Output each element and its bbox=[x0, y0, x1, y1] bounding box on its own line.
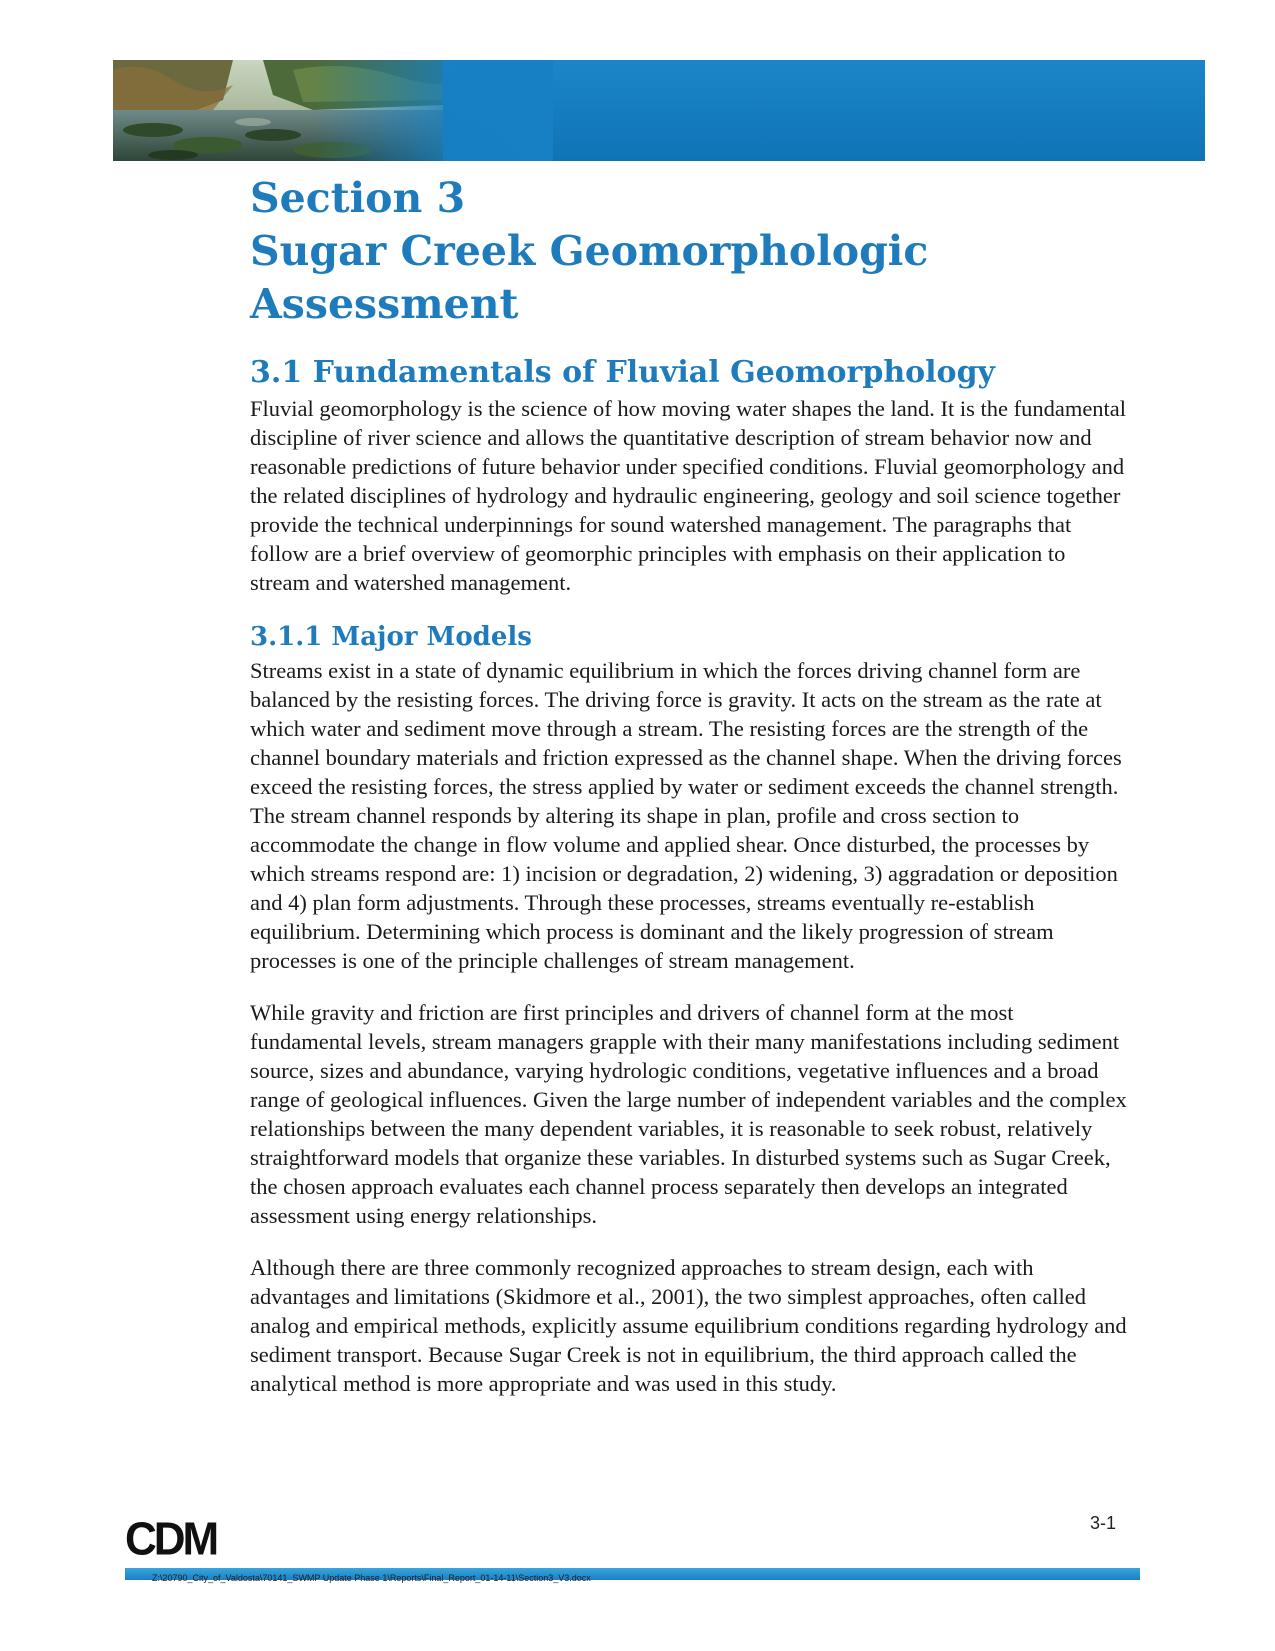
cdm-logo: CDM bbox=[125, 1513, 217, 1566]
paragraph: Fluvial geomorphology is the science of how moving water shapes the land. It is the fundamental discipline of river science and allows the quantitative description of stream behavior now and reasonable predictions of future behavior under specified conditions. Fluvial geomorphology and the related disciplines of hydrology and hydraulic engineering, geology and soil science together provide the technical underpinnings for sound watershed management. The paragraphs that follow are a brief overview of geomorphic principles with emphasis on their application to stream and watershed management. bbox=[250, 396, 1127, 595]
paragraph: Streams exist in a state of dynamic equilibrium in which the forces driving channel form are balanced by the resisting forces. The driving force is gravity. It acts on the stream as the rate at which water and sediment move through a stream. The resisting forces are the strength of the channel boundary materials and friction expressed as the channel shape. When the driving forces exceed the resisting forces, the stress applied by water or sediment exceeds the channel strength. The stream channel responds by altering its shape in plan, profile and cross section to accommodate the change in flow volume and applied shear. Once disturbed, the processes by which streams respond are: 1) incision or degradation, 2) widening, 3) aggradation or deposition and 4) plan form adjustments. Through these processes, streams eventually re-establish equilibrium. Determining which process is dominant and the likely progression of stream processes is one of the principle challenges of stream management. bbox=[250, 658, 1122, 973]
header-banner bbox=[113, 60, 1205, 161]
page-title: Sugar Creek Geomorphologic Assessment bbox=[250, 227, 929, 328]
subsection-heading-3-1-1: 3.1.1 Major Models bbox=[250, 622, 532, 652]
section-number: Section 3 bbox=[250, 174, 466, 222]
paragraph: While gravity and friction are first principles and drivers of channel form at the most fundamental levels, stream managers grapple with their many manifestations including sediment source, sizes and abundance, varying hydrologic conditions, vegetative influences and a broad range of geological influences. Given the large number of independent variables and the complex relationships between the many dependent variables, it is reasonable to seek robust, relatively straightforward models that organize these variables. In disturbed systems such as Sugar Creek, the chosen approach evaluates each channel process separately then develops an integrated assessment using energy relationships. bbox=[250, 1000, 1127, 1228]
page-number: 3-1 bbox=[1090, 1513, 1117, 1533]
document-body bbox=[250, 172, 1130, 1421]
banner-fade bbox=[313, 60, 553, 161]
section-heading-3-1: 3.1 Fundamentals of Fluvial Geomorphology bbox=[250, 355, 995, 390]
paragraph: Although there are three commonly recognized approaches to stream design, each with advantages and limitations (Skidmore et al., 2001), the two simplest approaches, often called analog and empirical methods, explicitly assume equilibrium conditions regarding hydrology and sediment transport. Because Sugar Creek is not in equilibrium, the third approach called the analytical method is more appropriate and was used in this study. bbox=[250, 1255, 1127, 1396]
file-path: Z:\20790_City_of_Valdosta\70141_SWMP Update Phase 1\Reports\Final_Report_01-14-11\Section3_V3.docx bbox=[152, 1573, 591, 1583]
